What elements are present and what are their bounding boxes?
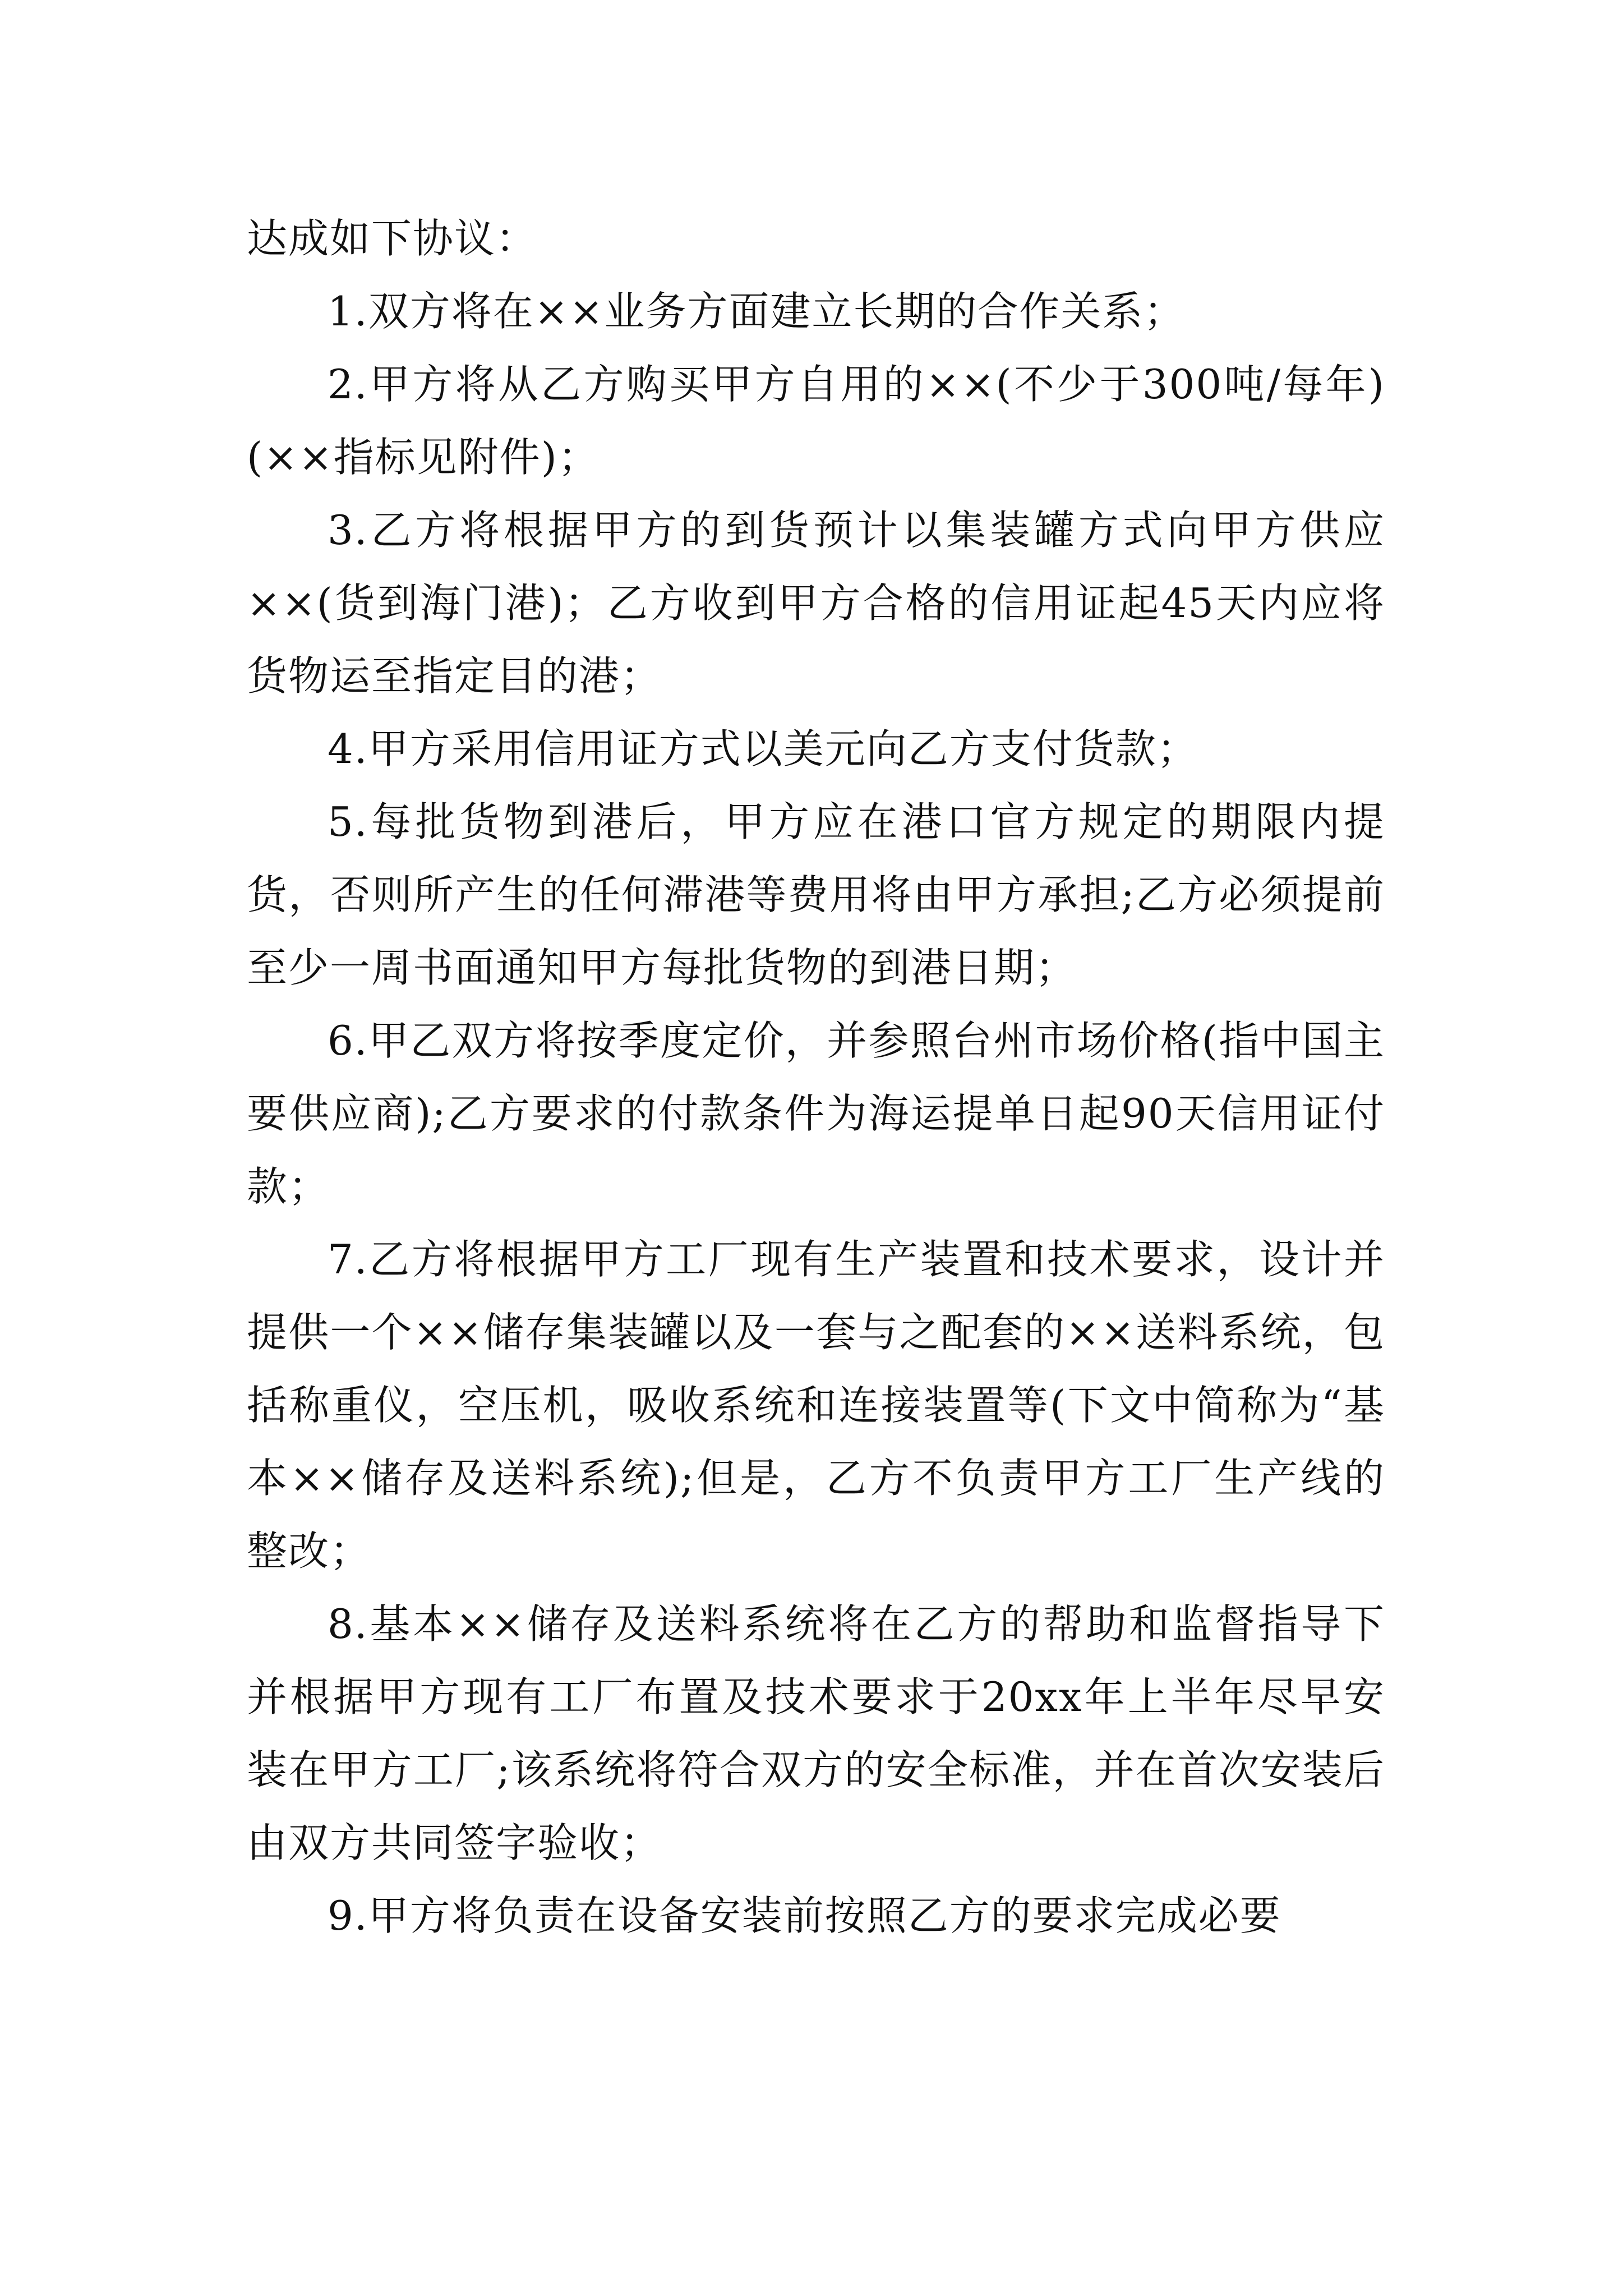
agreement-intro: 达成如下协议： — [247, 215, 538, 262]
clause-6: 6.甲乙双方将按季度定价，并参照台州市场价格(指中国主要供应商);乙方要求的付款条件为海运提单日起90天信用证付款； — [247, 1017, 1385, 1210]
clause-4: 4.甲方采用信用证方式以美元向乙方支付货款； — [328, 725, 1198, 772]
clause-2: 2.甲方将从乙方购买甲方自用的××(不少于300吨/每年)(××指标见附件)； — [247, 361, 1385, 481]
clause-1: 1.双方将在××业务方面建立长期的合作关系； — [328, 288, 1186, 335]
document-page — [247, 202, 1385, 1952]
clause-9: 9.甲方将负责在设备安装前按照乙方的要求完成必要 — [328, 1892, 1281, 1939]
clause-7: 7.乙方将根据甲方工厂现有生产装置和技术要求，设计并提供一个××储存集装罐以及一套与之配套的××送料系统，包括称重仪，空压机，吸收系统和连接装置等(下文中简称为“基本××储存及送料系统);但是，乙方不负责甲方工厂生产线的整改； — [247, 1236, 1385, 1575]
clause-3: 3.乙方将根据甲方的到货预计以集装罐方式向甲方供应××(货到海门港)；乙方收到甲方合格的信用证起45天内应将货物运至指定目的港； — [247, 507, 1385, 700]
clause-5: 5.每批货物到港后，甲方应在港口官方规定的期限内提货，否则所产生的任何滞港等费用将由甲方承担;乙方必须提前至少一周书面通知甲方每批货物的到港日期； — [247, 798, 1385, 991]
clause-8: 8.基本××储存及送料系统将在乙方的帮助和监督指导下并根据甲方现有工厂布置及技术要求于20xx年上半年尽早安装在甲方工厂;该系统将符合双方的安全标准，并在首次安装后由双方共同签字验收； — [247, 1600, 1385, 1866]
